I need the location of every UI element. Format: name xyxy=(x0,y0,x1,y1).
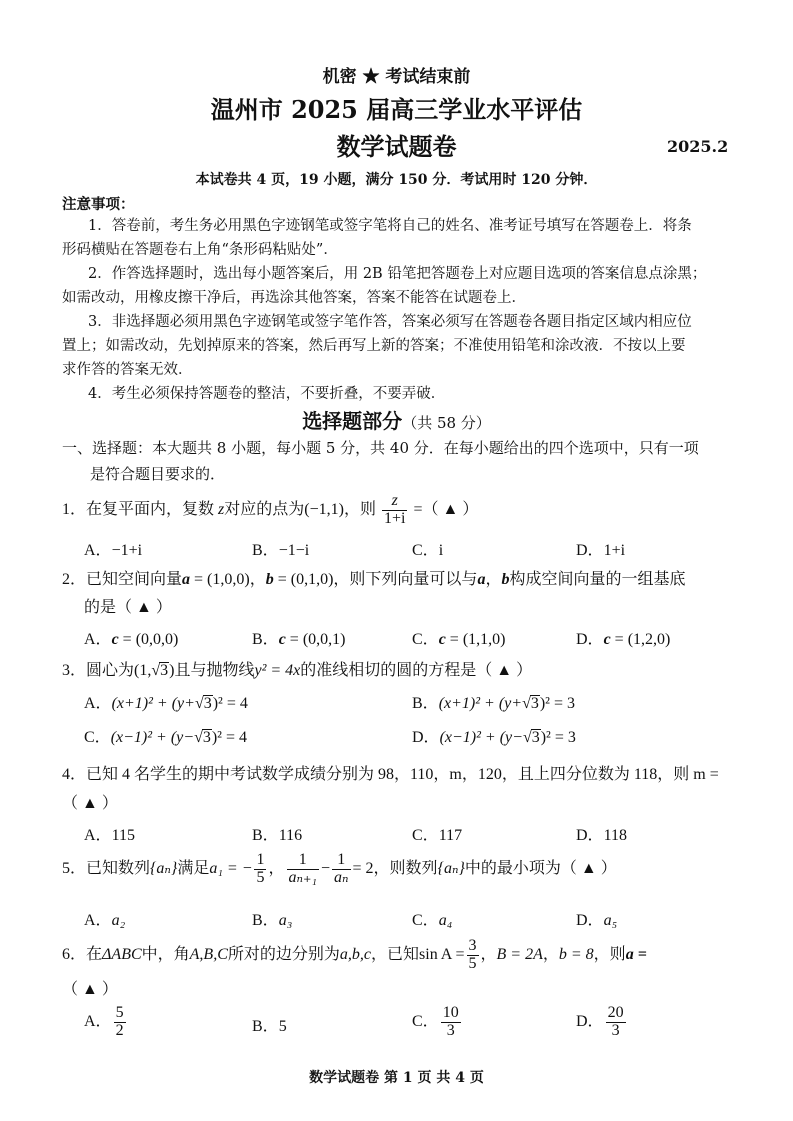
paper-title: 数学试题卷 xyxy=(336,132,457,161)
note-1-line-1: 1．答卷前，考生务必用黑色字迹钢笔或签字笔将自己的姓名、准考证号填写在答题卷上．将条 xyxy=(88,218,692,234)
q1-frac-num: z xyxy=(382,493,407,511)
q6-option-a: A． $\frac{5}{2}$ xyxy=(84,1004,124,1039)
exam-title: 温州市 2025 届高三学业水平评估 xyxy=(210,95,583,124)
q6-text: 所对的边分别为 xyxy=(227,945,340,963)
q4-text: 已知 4 名学生的期中考试数学成绩分别为 98，110，m，120，且上四分位数为 118，则 m = xyxy=(86,766,719,783)
q3-option-d: D．(x−1)² + (y−√3)² = 3 xyxy=(412,729,576,746)
q2-eq-a: = (1,0,0) xyxy=(194,571,250,588)
q5-comma: ， xyxy=(268,859,285,877)
q2-text: 已知空间向量 xyxy=(86,571,183,588)
q2-line-2: 的是（ ▲ ） xyxy=(84,599,172,616)
q3-option-a: A．(x+1)² + (y+√3)² = 4 xyxy=(84,695,248,712)
q2-option-b: B．c = (0,0,1) xyxy=(252,631,346,648)
q3-parabola: y² = 4x xyxy=(254,662,301,679)
question-5 xyxy=(62,852,617,887)
q5-option-c: C．a₄ xyxy=(412,912,453,929)
q6-text: 在 xyxy=(86,945,103,963)
q3-option-c: C．(x−1)² + (y−√3)² = 4 xyxy=(84,729,247,746)
q6-cond: B = 2A xyxy=(496,945,543,963)
q6-text: ， xyxy=(542,945,559,963)
q5-option-a: A．a₂ xyxy=(84,912,126,929)
q2-eq-b: = (0,1,0) xyxy=(277,571,334,588)
q4-option-d: D．118 xyxy=(576,827,627,844)
q4-option-a: A．115 xyxy=(84,827,135,844)
q5-text: 中的最小项为 xyxy=(464,859,561,877)
question-number: 5． xyxy=(62,859,87,877)
q6-option-d: D． $\frac{20}{3}$ xyxy=(576,1004,624,1039)
q2-comma: ， xyxy=(485,571,502,588)
q1-var: z xyxy=(218,500,225,518)
q6-text: ，则 xyxy=(593,945,626,963)
q6-text: ， xyxy=(480,945,497,963)
answer-placeholder: （ ▲ ） xyxy=(422,500,479,518)
q1-option-a: A．−1+i xyxy=(84,542,143,559)
answer-placeholder: （ ▲ ） xyxy=(476,662,533,679)
q2-vec-a: a xyxy=(477,571,486,588)
q6-b: b = 8 xyxy=(558,945,594,963)
q5-eq: = 2 xyxy=(352,859,374,877)
note-1-line-2: 形码横贴在答题卷右上角“条形码粘贴处”． xyxy=(62,242,338,258)
section-title: 选择题部分 xyxy=(302,409,403,433)
q2-comma: ， xyxy=(249,571,266,588)
question-number: 4． xyxy=(62,766,87,783)
q5-text: ，则数列 xyxy=(373,859,438,877)
q6-frac: $\frac{3}{5}$ xyxy=(468,937,477,972)
q1-option-d: D．1+i xyxy=(576,542,626,559)
q2-vec-b: b xyxy=(501,571,510,588)
note-3-line-1: 3．非选择题必须用黑色字迹钢笔或签字笔作答，答案必须写在答题卷各题目指定区域内相应位 xyxy=(88,314,692,330)
q3-center-root: 3 xyxy=(160,662,169,679)
q5-text: 已知数列 xyxy=(86,859,151,877)
note-2-line-1: 2．作答选择题时，选出每小题答案后，用 2B 铅笔把答题卷上对应题目选项的答案信息点涂黑； xyxy=(88,266,707,282)
q5-text: 满足 xyxy=(177,859,210,877)
q1-fraction xyxy=(382,493,407,528)
note-4: 4．考生必须保持答题卷的整洁，不要折叠，不要弄破． xyxy=(88,386,446,402)
q5-a1: a₁ = − xyxy=(209,859,253,877)
section-heading xyxy=(0,405,793,434)
q2-option-d: D．c = (1,2,0) xyxy=(576,631,671,648)
note-2-line-2: 如需改动，用橡皮擦干净后，再选涂其他答案，答案不能答在试题卷上． xyxy=(62,290,526,306)
answer-placeholder: （ ▲ ） xyxy=(62,795,118,812)
q1-frac-den: 1+i xyxy=(383,509,406,527)
q2-option-c: C．c = (1,1,0) xyxy=(412,631,506,648)
q6-answer-line xyxy=(62,976,118,999)
q3-center: ) xyxy=(169,662,175,679)
confidential-label: 机密 ★ 考试结束前 xyxy=(322,67,471,87)
note-3-line-3: 求作答的答案无效． xyxy=(62,362,193,378)
exam-info: 本试卷共 4 页，19 小题，满分 150 分．考试用时 120 分钟． xyxy=(195,172,598,188)
question-3: 3．圆心为(1,√3)且与抛物线y² = 4x的准线相切的圆的方程是（ ▲ ） xyxy=(62,662,533,679)
section-instruction-line-1: 一、选择题：本大题共 8 小题，每小题 5 分，共 40 分．在每小题给出的四个选项中，只有一项 xyxy=(62,439,699,457)
q6-option-b: B．5 xyxy=(252,1018,287,1035)
q1-option-b: B．−1−i xyxy=(252,542,310,559)
q6-option-c: C． $\frac{10}{3}$ xyxy=(412,1004,459,1039)
q4-option-b: B．116 xyxy=(252,827,303,844)
q5-minus: − xyxy=(321,859,331,877)
answer-placeholder: （ ▲ ） xyxy=(560,859,617,877)
note-3-line-2: 置上；如需改动，先划掉原来的答案，然后再写上新的答案；不准使用铅笔和涂改液．不按以上要 xyxy=(62,338,686,354)
q5-frac-2: $\frac{1}{\text{aₙ₊₁}}$ xyxy=(288,851,317,886)
q3-center: (1, xyxy=(134,662,152,679)
q6-angles: A,B,C xyxy=(189,945,228,963)
question-number: 3． xyxy=(62,662,87,679)
question-number: 2． xyxy=(62,571,87,588)
q1-point: (−1,1) xyxy=(304,500,344,518)
q2-text: ，则下列向量可以与 xyxy=(333,571,478,588)
q1-text: 在复平面内，复数 xyxy=(86,500,215,518)
q3-option-b: B．(x+1)² + (y+√3)² = 3 xyxy=(412,695,575,712)
page-footer: 数学试题卷 第 1 页 共 4 页 xyxy=(309,1070,484,1086)
q6-text: ，已知 xyxy=(371,945,420,963)
q2-option-a: A．c = (0,0,0) xyxy=(84,631,179,648)
section-score: （共 58 分） xyxy=(402,414,491,432)
question-number: 6． xyxy=(62,945,87,963)
q1-text: ，则 xyxy=(343,500,376,518)
question-4 xyxy=(62,761,719,784)
section-instruction-line-2: 是符合题目要求的． xyxy=(90,465,226,483)
q4-option-c: C．117 xyxy=(412,827,463,844)
notes-title: 注意事项： xyxy=(62,196,135,213)
q2-text: 构成空间向量的一组基底 xyxy=(509,571,686,588)
q3-text: 圆心为 xyxy=(86,662,135,679)
question-2 xyxy=(62,566,685,589)
q5-seq: {aₙ} xyxy=(150,859,178,877)
q3-text: 的准线相切的圆的方程是 xyxy=(300,662,477,679)
q6-text: 中，角 xyxy=(141,945,190,963)
q1-text: 对应的点为 xyxy=(224,500,305,518)
q5-frac-3: $\frac{1}{\text{aₙ}}$ xyxy=(334,851,349,886)
answer-placeholder: （ ▲ ） xyxy=(62,981,118,998)
q5-option-b: B．a₃ xyxy=(252,912,293,929)
q5-seq: {aₙ} xyxy=(437,859,465,877)
question-1 xyxy=(62,493,478,528)
q4-answer-line xyxy=(62,790,118,813)
q6-sides: a,b,c xyxy=(339,945,371,963)
q2-vec-a: a xyxy=(182,571,191,588)
question-6 xyxy=(62,938,647,973)
q6-ask: a = xyxy=(625,945,647,963)
q5-option-d: D．a₅ xyxy=(576,912,618,929)
question-number: 1． xyxy=(62,500,87,518)
q5-frac-1: $\frac{1}{5}$ xyxy=(256,851,265,886)
answer-placeholder: （ ▲ ） xyxy=(116,599,172,616)
q2-vec-b: b xyxy=(265,571,274,588)
q6-triangle: ΔABC xyxy=(102,945,142,963)
q6-sin: sin A = xyxy=(419,945,465,963)
q1-option-c: C．i xyxy=(412,542,444,559)
exam-date: 2025.2 xyxy=(667,137,729,156)
q3-text: 且与抛物线 xyxy=(174,662,255,679)
q1-eq: = xyxy=(413,500,423,518)
